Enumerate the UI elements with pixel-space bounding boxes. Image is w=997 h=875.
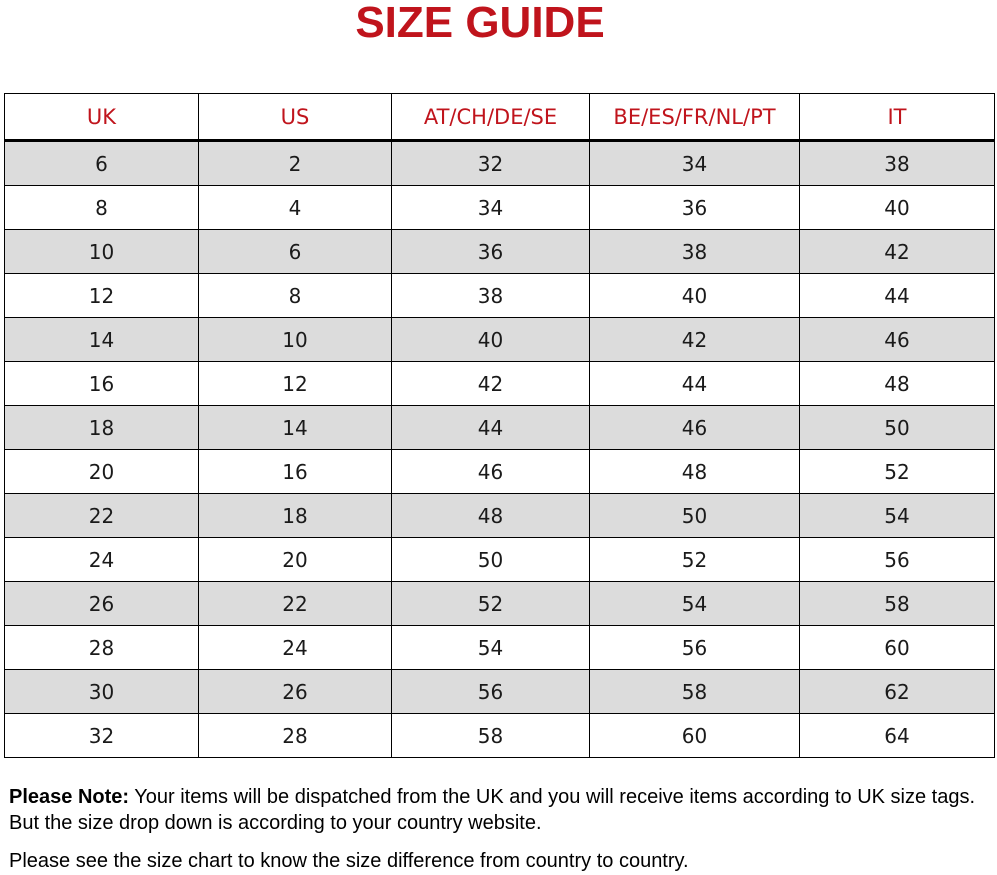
cell-us: 12 xyxy=(199,362,392,406)
cell-be-es-fr-nl-pt: 46 xyxy=(590,406,800,450)
cell-uk: 8 xyxy=(5,186,199,230)
header-uk: UK xyxy=(5,94,199,141)
table-row xyxy=(5,406,995,450)
size-table xyxy=(4,93,995,758)
cell-us: 18 xyxy=(199,494,392,538)
cell-it: 52 xyxy=(800,450,995,494)
note-paragraph xyxy=(9,784,989,836)
cell-be-es-fr-nl-pt: 36 xyxy=(590,186,800,230)
cell-it: 54 xyxy=(800,494,995,538)
table-row xyxy=(5,230,995,274)
cell-be-es-fr-nl-pt: 42 xyxy=(590,318,800,362)
cell-uk: 20 xyxy=(5,450,199,494)
table-row xyxy=(5,626,995,670)
note-label: Please Note: xyxy=(9,786,130,808)
cell-us: 10 xyxy=(199,318,392,362)
cell-uk: 30 xyxy=(5,670,199,714)
cell-us: 14 xyxy=(199,406,392,450)
cell-uk: 14 xyxy=(5,318,199,362)
cell-it: 60 xyxy=(800,626,995,670)
table-row xyxy=(5,186,995,230)
cell-uk: 10 xyxy=(5,230,199,274)
cell-it: 38 xyxy=(800,141,995,186)
header-it: IT xyxy=(800,94,995,141)
cell-it: 50 xyxy=(800,406,995,450)
cell-uk: 26 xyxy=(5,582,199,626)
cell-be-es-fr-nl-pt: 60 xyxy=(590,714,800,758)
table-row xyxy=(5,318,995,362)
table-row xyxy=(5,362,995,406)
table-row xyxy=(5,670,995,714)
cell-it: 46 xyxy=(800,318,995,362)
cell-uk: 22 xyxy=(5,494,199,538)
table-header-row xyxy=(5,94,995,141)
table-row xyxy=(5,141,995,186)
cell-us: 6 xyxy=(199,230,392,274)
table-row xyxy=(5,494,995,538)
table-row xyxy=(5,274,995,318)
header-us: US xyxy=(199,94,392,141)
table-row xyxy=(5,582,995,626)
cell-it: 48 xyxy=(800,362,995,406)
cell-uk: 18 xyxy=(5,406,199,450)
cell-at-ch-de-se: 46 xyxy=(392,450,590,494)
cell-at-ch-de-se: 38 xyxy=(392,274,590,318)
cell-be-es-fr-nl-pt: 44 xyxy=(590,362,800,406)
cell-be-es-fr-nl-pt: 54 xyxy=(590,582,800,626)
cell-it: 64 xyxy=(800,714,995,758)
cell-uk: 28 xyxy=(5,626,199,670)
table-body xyxy=(5,141,995,758)
cell-uk: 16 xyxy=(5,362,199,406)
cell-uk: 32 xyxy=(5,714,199,758)
note-line-2: Please see the size chart to know the size difference from country to country. xyxy=(9,850,689,872)
cell-at-ch-de-se: 42 xyxy=(392,362,590,406)
cell-at-ch-de-se: 40 xyxy=(392,318,590,362)
cell-be-es-fr-nl-pt: 58 xyxy=(590,670,800,714)
cell-at-ch-de-se: 48 xyxy=(392,494,590,538)
cell-at-ch-de-se: 50 xyxy=(392,538,590,582)
cell-at-ch-de-se: 52 xyxy=(392,582,590,626)
cell-be-es-fr-nl-pt: 38 xyxy=(590,230,800,274)
cell-us: 8 xyxy=(199,274,392,318)
cell-be-es-fr-nl-pt: 40 xyxy=(590,274,800,318)
cell-it: 40 xyxy=(800,186,995,230)
cell-uk: 6 xyxy=(5,141,199,186)
cell-at-ch-de-se: 36 xyxy=(392,230,590,274)
table-row xyxy=(5,714,995,758)
cell-be-es-fr-nl-pt: 52 xyxy=(590,538,800,582)
cell-be-es-fr-nl-pt: 34 xyxy=(590,141,800,186)
cell-it: 62 xyxy=(800,670,995,714)
cell-us: 20 xyxy=(199,538,392,582)
note-text: Your items will be dispatched from the UK and you will receive items according to UK size tags. But the size drop down is according to your country website. xyxy=(9,786,976,834)
cell-at-ch-de-se: 34 xyxy=(392,186,590,230)
cell-us: 24 xyxy=(199,626,392,670)
cell-be-es-fr-nl-pt: 50 xyxy=(590,494,800,538)
cell-us: 2 xyxy=(199,141,392,186)
cell-us: 22 xyxy=(199,582,392,626)
cell-at-ch-de-se: 58 xyxy=(392,714,590,758)
cell-at-ch-de-se: 32 xyxy=(392,141,590,186)
cell-us: 26 xyxy=(199,670,392,714)
cell-at-ch-de-se: 54 xyxy=(392,626,590,670)
cell-be-es-fr-nl-pt: 56 xyxy=(590,626,800,670)
cell-it: 44 xyxy=(800,274,995,318)
table-row xyxy=(5,538,995,582)
cell-us: 4 xyxy=(199,186,392,230)
cell-it: 42 xyxy=(800,230,995,274)
cell-uk: 24 xyxy=(5,538,199,582)
page-title: SIZE GUIDE xyxy=(355,0,605,47)
cell-us: 16 xyxy=(199,450,392,494)
header-at-ch-de-se: AT/CH/DE/SE xyxy=(392,94,590,141)
table-row xyxy=(5,450,995,494)
cell-be-es-fr-nl-pt: 48 xyxy=(590,450,800,494)
cell-it: 56 xyxy=(800,538,995,582)
cell-it: 58 xyxy=(800,582,995,626)
cell-at-ch-de-se: 56 xyxy=(392,670,590,714)
cell-us: 28 xyxy=(199,714,392,758)
cell-at-ch-de-se: 44 xyxy=(392,406,590,450)
cell-uk: 12 xyxy=(5,274,199,318)
header-be-es-fr-nl-pt: BE/ES/FR/NL/PT xyxy=(590,94,800,141)
